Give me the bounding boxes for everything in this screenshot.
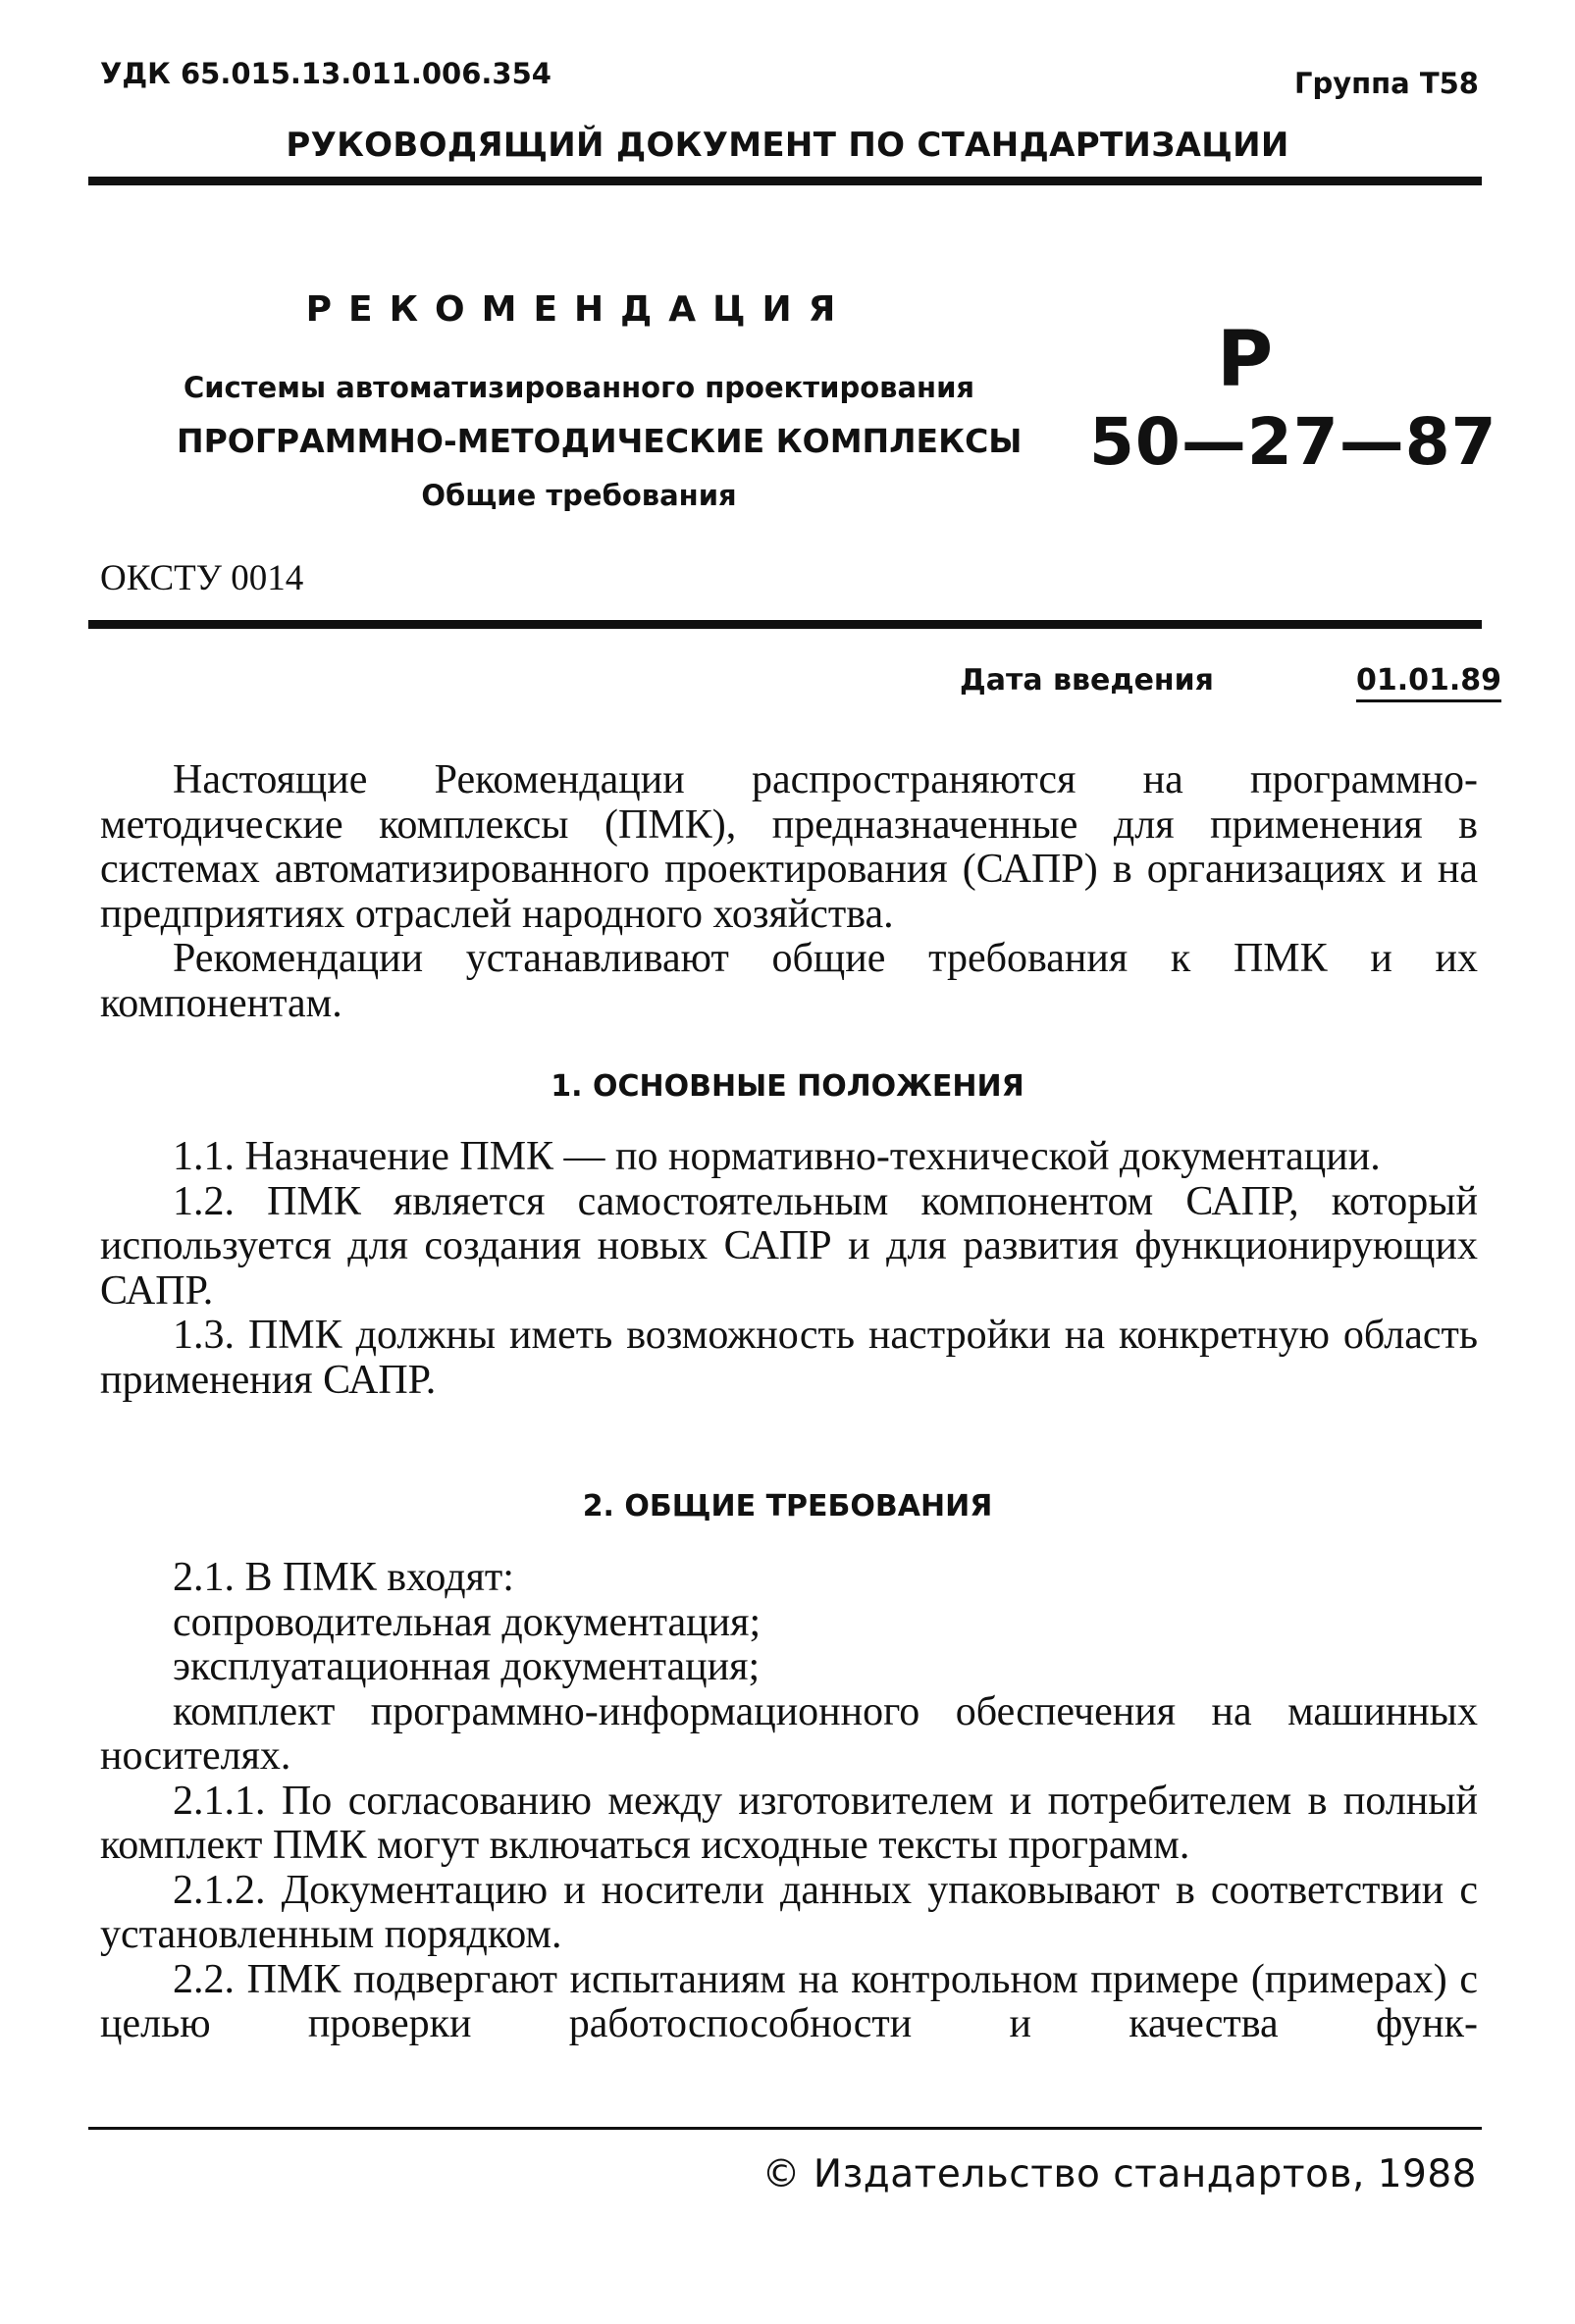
header-rule [88,177,1482,185]
list-item: комплект программно-информационного обеспечения на машинных носителях. [100,1688,1478,1779]
clause-paragraph: 2.1. В ПМК входят: [173,1555,514,1600]
udk-code: УДК 65.015.13.011.006.354 [100,57,551,90]
intro-text [100,758,1478,1026]
clause-paragraph: 2.1.2. Документацию и носители данных упаковывают в соответствии с установленным порядком. [100,1867,1478,1957]
group-code: Группа Т58 [1293,67,1479,100]
list-item: эксплуатационная документация; [173,1644,761,1689]
title-line-1: Системы автоматизированного проектирования [183,371,975,404]
title-rule [88,620,1482,629]
document-code-number: 50—27—87 [1089,404,1497,480]
clause-paragraph: 1.2. ПМК является самостоятельным компонентом САПР, который используется для создания новых САПР и для развития функционирующих САПР. [100,1178,1478,1314]
title-line-2: ПРОГРАММНО-МЕТОДИЧЕСКИЕ КОМПЛЕКСЫ [177,422,1023,460]
list-item: сопроводительная документация; [173,1599,761,1645]
copyright-notice: © Издательство стандартов, 1988 [761,2152,1477,2196]
clause-paragraph: 1.3. ПМК должны иметь возможность настройки на конкретную область применения САПР. [100,1313,1478,1403]
footer-rule [88,2127,1482,2130]
section-1-heading: 1. ОСНОВНЫЕ ПОЛОЖЕНИЯ [551,1069,1024,1104]
clause-paragraph: 2.1.1. По согласованию между изготовителем и потребителем в полный комплект ПМК могут включаться исходные тексты программ. [100,1778,1478,1868]
date-label: Дата введения [960,663,1214,697]
title-line-3: Общие требования [421,479,737,512]
recommendation-label: РЕКОМЕНДАЦИЯ [305,289,853,330]
section-2-heading: 2. ОБЩИЕ ТРЕБОВАНИЯ [582,1489,993,1524]
date-value: 01.01.89 [1356,663,1501,702]
clause-paragraph: 1.1. Назначение ПМК — по нормативно-технической документации. [173,1134,1381,1179]
section-2-text [100,1556,1478,2047]
okstu-code: ОКСТУ 0014 [100,558,304,598]
document-type-heading: РУКОВОДЯЩИЙ ДОКУМЕНТ ПО СТАНДАРТИЗАЦИИ [286,126,1289,165]
document-code-letter: Р [1217,316,1274,404]
clause-paragraph: 2.2. ПМК подвергают испытаниям на контрольном примере (примерах) с целью проверки работоспособности и качества функ- [100,1956,1478,2046]
intro-paragraph: Настоящие Рекомендации распространяются на программно-методические комплексы (ПМК), предназначенные для применения в системах автоматизированного проектирования (САПР) в организациях и на предприятиях отраслей народного хозяйства. [100,757,1478,937]
intro-paragraph: Рекомендации устанавливают общие требования к ПМК и их компонентам. [100,936,1478,1026]
section-1-text [100,1135,1478,1403]
